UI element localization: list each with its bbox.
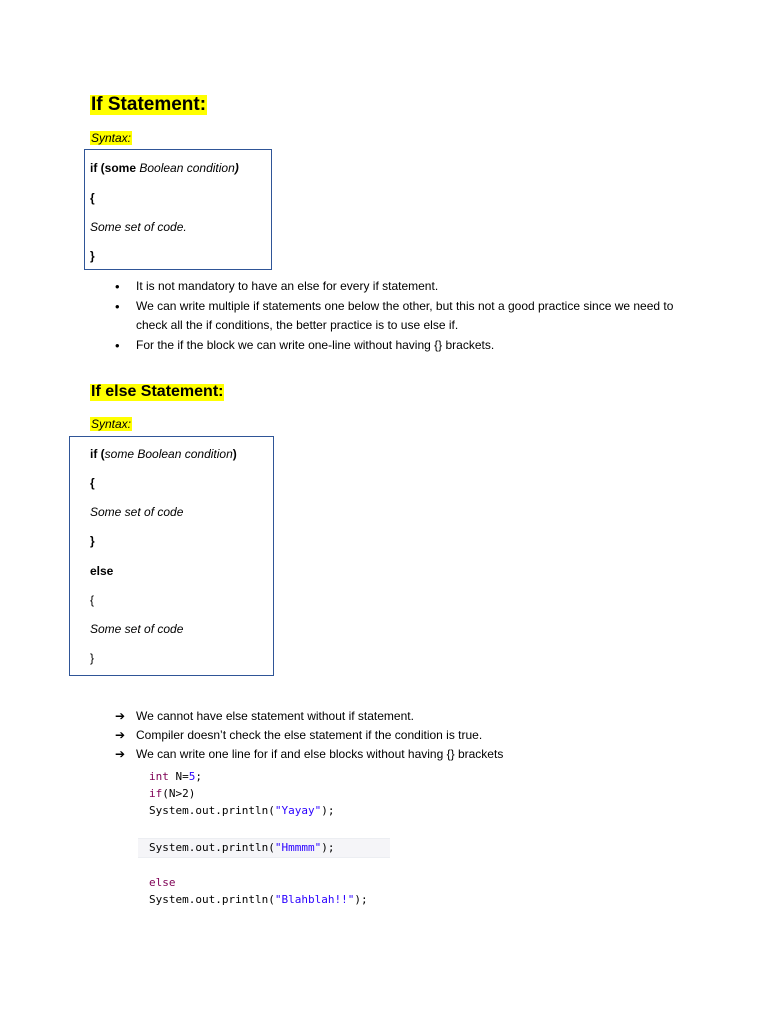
if-else-syntax-label: Syntax: xyxy=(91,417,132,431)
if-statement-heading: If Statement: xyxy=(91,94,207,115)
if-syntax-box xyxy=(84,149,272,270)
if-syntax-label: Syntax: xyxy=(91,131,132,145)
else-body2: Some set of code xyxy=(90,622,184,636)
if-else-close-paren: ) xyxy=(232,447,237,461)
if-condition-line xyxy=(90,161,239,175)
code-line-3: System.out.println("Yayay"); xyxy=(149,804,335,817)
if-else-condition-line xyxy=(90,447,237,461)
list-item: • We can write multiple if statements one below the other, but this not a good practice since we need to check all the if conditions, the better practice is to use else if. xyxy=(115,297,685,336)
if-open-brace: { xyxy=(90,191,95,205)
if-close-paren: ) xyxy=(234,161,239,175)
else-close-brace: } xyxy=(90,651,95,665)
list-item: ➔ Compiler doesn’t check the else statement if the condition is true. xyxy=(115,726,675,745)
if-close-brace: } xyxy=(90,249,95,263)
list-item: • It is not mandatory to have an else for every if statement. xyxy=(115,277,685,297)
if-condition-text: Boolean condition xyxy=(136,161,235,175)
if-else-statement-heading: If else Statement: xyxy=(91,383,224,400)
code-line-1: int N=5; xyxy=(149,770,202,783)
list-item: • For the if the block we can write one-line without having {} brackets. xyxy=(115,336,685,356)
if-bullet-list xyxy=(115,277,685,355)
if-else-close-brace: } xyxy=(90,534,95,548)
list-item: ➔ We cannot have else statement without if statement. xyxy=(115,707,675,726)
else-keyword: else xyxy=(90,564,114,578)
if-else-syntax-box xyxy=(69,436,274,676)
if-else-keyword: if ( xyxy=(90,447,105,461)
list-item: ➔ We can write one line for if and else blocks without having {} brackets xyxy=(115,745,675,764)
code-line-4: System.out.println("Hmmmm"); xyxy=(149,841,335,854)
if-else-open-brace: { xyxy=(90,476,95,490)
code-line-6: System.out.println("Blahblah!!"); xyxy=(149,893,368,906)
else-open-brace: { xyxy=(90,593,95,607)
code-line-5: else xyxy=(149,876,176,889)
if-else-body1: Some set of code xyxy=(90,505,184,519)
if-keyword: if ( xyxy=(90,161,105,175)
code-line-2: if(N>2) xyxy=(149,787,196,800)
if-else-condition-text: some Boolean condition xyxy=(104,447,233,461)
if-else-notes-list xyxy=(115,707,675,764)
code-sample-lower xyxy=(138,838,390,918)
if-some-word: some xyxy=(104,161,137,175)
if-body-text: Some set of code. xyxy=(90,220,187,234)
